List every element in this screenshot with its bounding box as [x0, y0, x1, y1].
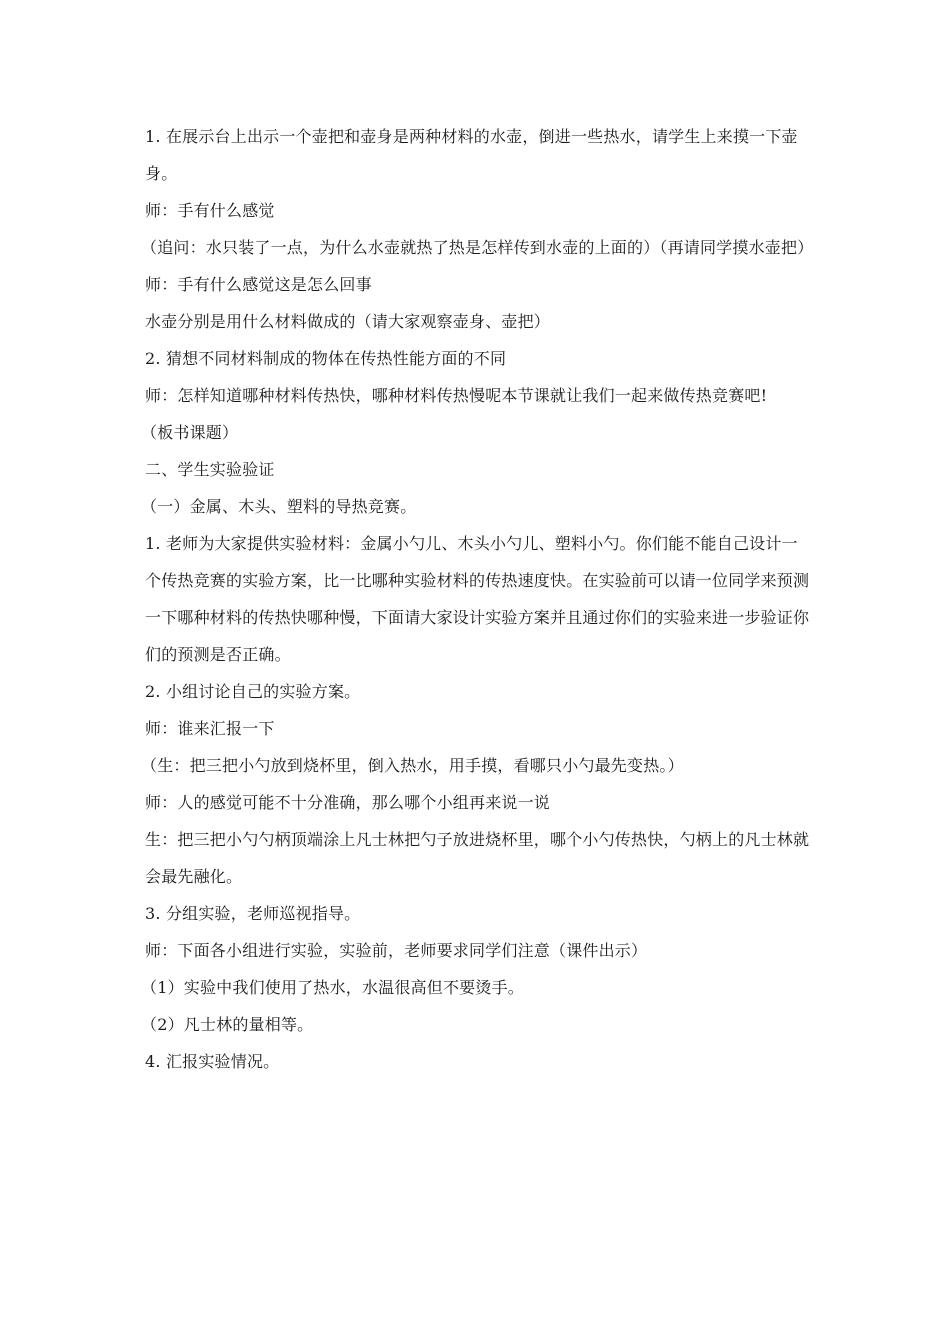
paragraph-teacher-question-1: 师：手有什么感觉 — [145, 201, 275, 220]
paragraph-step1-materials: 1. 老师为大家提供实验材料：金属小勺儿、木头小勺儿、塑料小勺。你们能不能自己设计一个传热竞赛的实验方案，比一比哪种实验材料的传热速度快。在实验前可以请一位同学来预测一下哪种材料的传热快哪种慢，下面请大家设计实验方案并且通过你们的实验来进一步验证你们的预测是否正确。 — [145, 534, 810, 664]
paragraph-student-answer-2: 生：把三把小勺勺柄顶端涂上凡士林把勺子放进烧杯里，哪个小勺传热快，勺柄上的凡士林就会最先融化。 — [145, 830, 810, 886]
paragraph-teacher-feeling: 师：人的感觉可能不十分准确，那么哪个小组再来说一说 — [145, 793, 551, 812]
paragraph-step2-guess: 2. 猜想不同材料制成的物体在传热性能方面的不同 — [145, 349, 507, 368]
paragraph-teacher-report: 师：谁来汇报一下 — [145, 719, 275, 738]
paragraph-step2-discussion: 2. 小组讨论自己的实验方案。 — [145, 682, 361, 701]
section-heading-student-experiment: 二、学生实验验证 — [145, 460, 275, 479]
paragraph-note-2: （2）凡士林的量相等。 — [141, 1015, 314, 1034]
subsection-heading-conduction-contest: （一）金属、木头、塑料的导热竞赛。 — [141, 497, 417, 516]
paragraph-step3-group-experiment: 3. 分组实验，老师巡视指导。 — [145, 904, 361, 923]
paragraph-teacher-question-2: 师：手有什么感觉这是怎么回事 — [145, 275, 372, 294]
paragraph-step1-kettle: 1. 在展示台上出示一个壶把和壶身是两种材料的水壶，倒进一些热水，请学生上来摸一下壶身。 — [145, 127, 798, 183]
paragraph-teacher-intro-contest: 师：怎样知道哪种材料传热快，哪种材料传热慢呢本节课就让我们一起来做传热竞赛吧! — [145, 386, 768, 405]
paragraph-board-title: （板书课题） — [141, 423, 239, 442]
paragraph-follow-up-question: （追问：水只装了一点，为什么水壶就热了热是怎样传到水壶的上面的）（再请同学摸水壶把） — [141, 238, 814, 257]
paragraph-student-answer-1: （生：把三把小勺放到烧杯里，倒入热水，用手摸，看哪只小勺最先变热。） — [141, 756, 684, 775]
paragraph-kettle-materials: 水壶分别是用什么材料做成的（请大家观察壶身、壶把） — [145, 312, 551, 331]
paragraph-step4-report: 4. 汇报实验情况。 — [145, 1052, 280, 1071]
paragraph-teacher-instructions: 师：下面各小组进行实验，实验前，老师要求同学们注意（课件出示） — [145, 941, 648, 960]
paragraph-note-1: （1）实验中我们使用了热水，水温很高但不要烫手。 — [141, 978, 524, 997]
document-page — [141, 118, 814, 1080]
